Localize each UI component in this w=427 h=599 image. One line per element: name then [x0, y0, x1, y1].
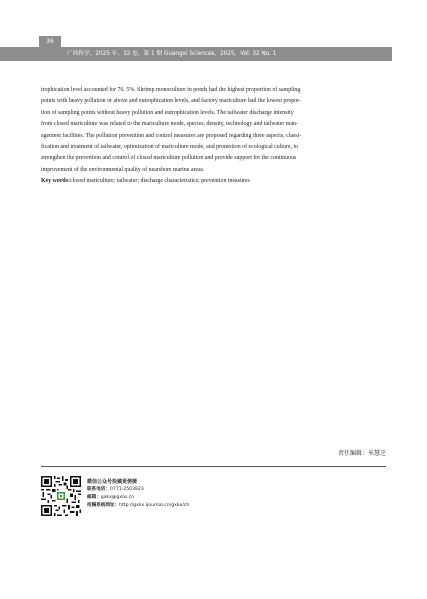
- contact-info: [87, 478, 189, 510]
- email-line: [87, 494, 189, 502]
- phone-line: [87, 486, 189, 494]
- responsible-editor: 责任编辑：米慧芝: [337, 450, 386, 457]
- abstract-text: [41, 85, 386, 176]
- keywords-text: closed mariculture; tailwater; discharge characteristics; prevention measures: [69, 178, 250, 184]
- abstract-line: fication and treatment of tailwater, optimization of mariculture mode, and promotion of ecological culture, to: [41, 144, 299, 151]
- abstract-line: tion of sampling points without heavy pollution and eutrophication levels. The tailwater discharge intensity: [41, 109, 294, 116]
- submission-site-label: 投稿系统网址：: [87, 503, 120, 508]
- wechat-qr-code-icon: [41, 476, 81, 516]
- abstract-line: points with heavy pollution or above and eutrophication levels, and factory mariculture had the lowest propor-: [41, 98, 301, 105]
- wechat-submission-title: 微信公众号投稿更便捷: [87, 479, 138, 485]
- submission-site-link[interactable]: http://gxkx.ijournal.cn/gxkx/ch: [119, 503, 190, 508]
- submission-site-line: [87, 502, 189, 510]
- journal-running-title: 广西科学，2025 年，32 卷，第 1 期 Guangxi Sciences，2025，Vol. 32 No. 1: [67, 51, 277, 57]
- abstract-line: improvement of the environmental quality of nearshore marine areas.: [41, 166, 205, 173]
- footer-divider: [41, 466, 386, 467]
- page-number: 36: [39, 36, 61, 47]
- abstract-line: from closed mariculture was related to the mariculture mode, species, density, technology and tailwater man-: [41, 121, 298, 128]
- abstract-line: trophication level accounted for 76. 5%. Shrimp monoculture in ponds had the highest proportion of sampling: [41, 87, 301, 93]
- email-link[interactable]: gxkx@gxas.cn: [100, 495, 135, 500]
- abstract-line: agement facilities. The pollution prevention and control measures are proposed regarding three aspects, classi-: [41, 132, 302, 139]
- phone-label: 联系电话：: [87, 487, 110, 492]
- keywords: [41, 176, 386, 187]
- keywords-label: Key words:: [41, 178, 70, 184]
- email-label: 邮箱：: [87, 495, 101, 500]
- abstract-line: strengthen the prevention and control of closed mariculture pollution and provide support for the continuous: [41, 155, 297, 162]
- phone-number: 0771-2503923: [109, 487, 144, 492]
